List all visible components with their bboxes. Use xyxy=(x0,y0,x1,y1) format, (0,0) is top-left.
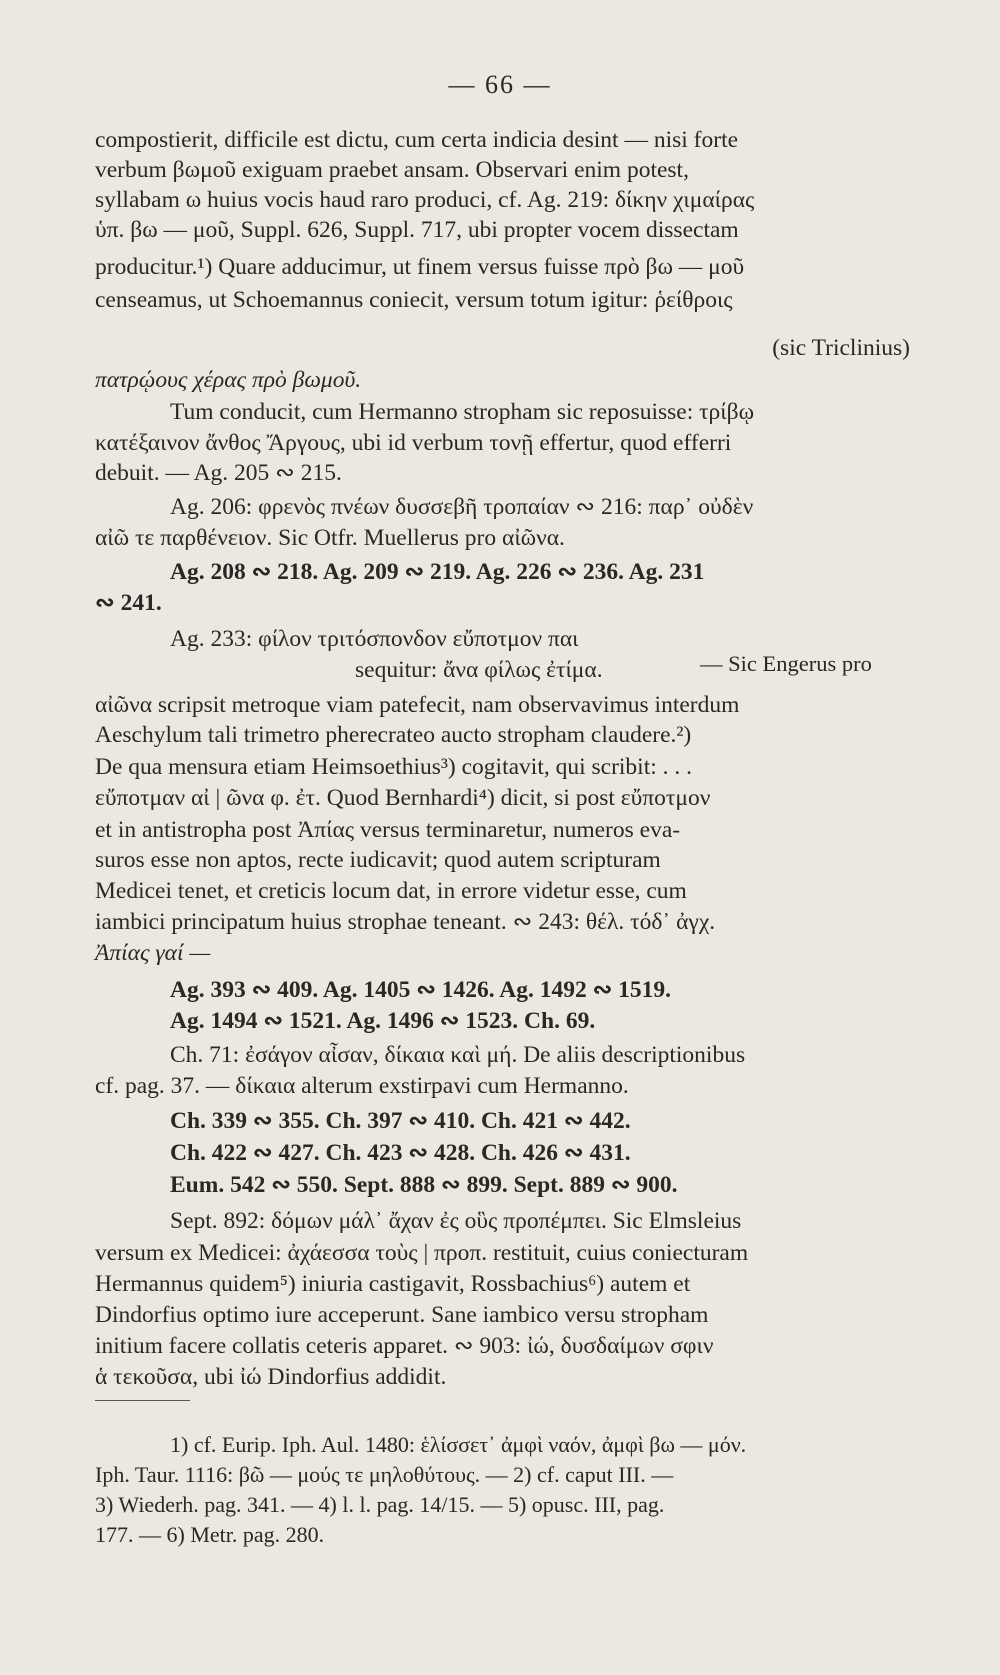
text-line: versum ex Medicei: ἀχάεσσα τοὺς | προπ. restituit, cuius coniecturam xyxy=(95,1240,749,1266)
text-line: et in antistropha post Ἀπίας versus terminaretur, numeros eva- xyxy=(95,817,681,843)
text-line: verbum βωμοῦ exiguam praebet ansam. Observari enim potest, xyxy=(95,157,689,183)
text-line: κατέξαινον ἄνθος Ἄργους, ubi id verbum τονῇ effertur, quod efferri xyxy=(95,430,732,456)
text-line: De qua mensura etiam Heimsoethius³) cogitavit, qui scribit: . . . xyxy=(95,754,693,780)
text-line: ∾ 241. xyxy=(95,590,162,616)
text-line: ἁ τεκοῦσα, ubi ἰώ Dindorfius addidit. xyxy=(95,1364,447,1390)
text-line: Aeschylum tali trimetro pherecrateo aucto stropham claudere.²) xyxy=(95,722,692,748)
footnote-line: 1) cf. Eurip. Iph. Aul. 1480: ἑλίσσετ᾽ ἀμφὶ ναόν, ἀμφὶ βω — μόν. xyxy=(170,1432,747,1457)
text-line: Dindorfius optimo iure acceperunt. Sane iambico versu stropham xyxy=(95,1302,709,1328)
text-line: αἰῶ τε παρθένειον. Sic Otfr. Muellerus pro αἰῶνα. xyxy=(95,525,565,551)
text-line: debuit. — Ag. 205 ∾ 215. xyxy=(95,460,342,486)
side-note: — Sic Engerus pro xyxy=(700,651,872,676)
text-line: iambici principatum huius strophae teneant. ∾ 243: θέλ. τόδ᾽ ἀγχ. xyxy=(95,909,716,935)
footnote-divider xyxy=(95,1400,190,1401)
text-line: suros esse non aptos, recte iudicavit; quod autem scripturam xyxy=(95,847,661,873)
text-line: Sept. 892: δόμων μάλ᾽ ἄχαν ἐς οὓς προπέμπει. Sic Elmsleius xyxy=(170,1208,742,1234)
text-line: Medicei tenet, et creticis locum dat, in errore videtur esse, cum xyxy=(95,878,687,904)
text-line: Ag. 1494 ∾ 1521. Ag. 1496 ∾ 1523. Ch. 69. xyxy=(170,1008,596,1034)
text-line: Eum. 542 ∾ 550. Sept. 888 ∾ 899. Sept. 889 ∾ 900. xyxy=(170,1172,678,1198)
text-line: Ag. 206: φρενὸς πνέων δυσσεβῆ τροπαίαν ∾ 216: παρ᾽ οὐδὲν xyxy=(170,494,754,520)
text-line: Hermannus quidem⁵) iniuria castigavit, Rossbachius⁶) autem et xyxy=(95,1271,691,1297)
text-line: Ch. 339 ∾ 355. Ch. 397 ∾ 410. Ch. 421 ∾ 442. xyxy=(170,1108,631,1134)
text-line: Ag. 208 ∾ 218. Ag. 209 ∾ 219. Ag. 226 ∾ 236. Ag. 231 xyxy=(170,559,705,585)
text-line: cf. pag. 37. — δίκαια alterum exstirpavi cum Hermanno. xyxy=(95,1073,629,1099)
footnote-line: 3) Wiederh. pag. 341. — 4) l. l. pag. 14/15. — 5) opusc. III, pag. xyxy=(95,1492,665,1517)
text-line: compostierit, difficile est dictu, cum certa indicia desint — nisi forte xyxy=(95,127,739,153)
text-line: Tum conducit, cum Hermanno stropham sic reposuisse: τρίβῳ xyxy=(170,399,755,425)
text-line: αἰῶνα scripsit metroque viam patefecit, nam observavimus interdum xyxy=(95,692,740,718)
text-line: ὑπ. βω — μοῦ, Suppl. 626, Suppl. 717, ubi propter vocem dissectam xyxy=(95,217,739,243)
text-line: Ch. 71: ἐσάγον αἶσαν, δίκαια καὶ μή. De aliis descriptionibus xyxy=(170,1042,746,1068)
text-line: censeamus, ut Schoemannus coniecit, versum totum igitur: ῥείθροις xyxy=(95,287,733,313)
footnote-line: 177. — 6) Metr. pag. 280. xyxy=(95,1522,325,1547)
text-line: πατρῴους χέρας πρὸ βωμοῦ. xyxy=(95,367,362,393)
text-line: syllabam ω huius vocis haud raro produci, cf. Ag. 219: δίκην χιμαίρας xyxy=(95,187,755,213)
text-line: initium facere collatis ceteris apparet. ∾ 903: ἰώ, δυσδαίμων σφιν xyxy=(95,1333,714,1359)
footnote-line: Iph. Taur. 1116: βῶ — μούς τε μηλοθύτους. — 2) cf. caput III. — xyxy=(95,1462,674,1487)
text-line: Ch. 422 ∾ 427. Ch. 423 ∾ 428. Ch. 426 ∾ 431. xyxy=(170,1140,631,1166)
text-line: sequitur: ἄνα φίλως ἐτίμα. xyxy=(355,657,603,683)
text-line: Ag. 393 ∾ 409. Ag. 1405 ∾ 1426. Ag. 1492 ∾ 1519. xyxy=(170,977,672,1003)
text-line: producitur.¹) Quare adducimur, ut finem versus fuisse πρὸ βω — μοῦ xyxy=(95,254,745,280)
text-line: (sic Triclinius) xyxy=(772,335,910,361)
text-line: Ag. 233: φίλον τριτόσπονδον εὔποτμον παι xyxy=(170,626,579,652)
page-number: — 66 — xyxy=(448,70,552,99)
text-line: Ἀπίας γαί — xyxy=(95,940,211,966)
text-line: εὔποτμαν αἰ | ῶνα φ. ἐτ. Quod Bernhardi⁴) dicit, si post εὔποτμον xyxy=(95,785,711,811)
